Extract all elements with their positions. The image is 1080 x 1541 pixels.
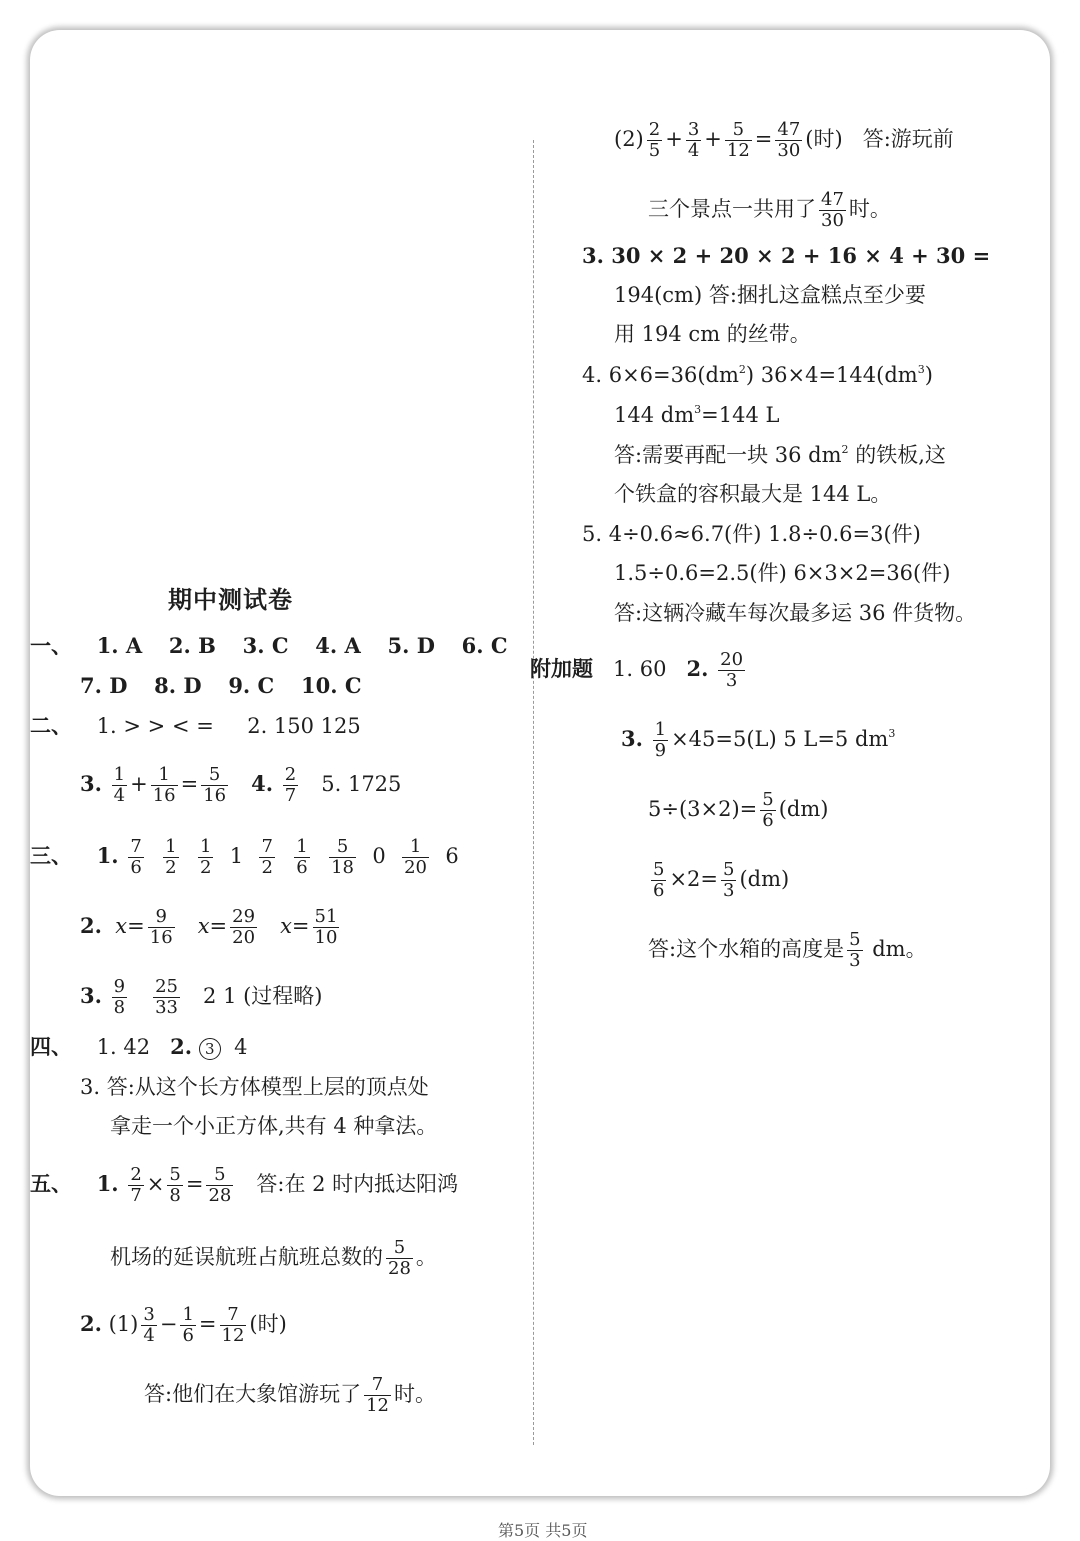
right-q4-line-3: 答:需要再配一块 36 $dm^2$ 的铁板,这 (614, 443, 946, 467)
extra-q3-line-3: $\frac{5}{6}$ ×2= $\frac{5}{3}$ (dm) (653, 859, 790, 901)
section-1-row-2: 7. D 8. D 9. C 10. C (80, 673, 362, 698)
right-q4-line-1: 4. $6\times 6=36(dm^2)$ $36\times 4=144(dm^3)$ (582, 363, 933, 387)
section-4-q3-line-2: 拿走一个小正方体,共有 4 种拿法。 (110, 1114, 438, 1138)
section-3-row-1: 三、 1. $\frac{7}{6}$ $\frac{1}{2}$ $\frac{1}{2}$ 1 $\frac{7}{2}$ $\frac{1}{6}$ $\frac{5}{18}$ 0 $\frac{1}{20}$ 6 (30, 836, 459, 878)
right-q3-line-3: 用 194 cm 的丝带。 (614, 322, 811, 346)
section-3-row-2: 2. x= $\frac{9}{16}$ x= $\frac{29}{20}$ x= $\frac{51}{10}$ (80, 906, 338, 948)
right-q5-line-2: 1.5÷0.6=2.5(件) 6×3×2=36(件) (614, 561, 951, 585)
section-5-q1-line-2: 机场的延误航班占航班总数的 $\frac{5}{28}$ 。 (110, 1237, 437, 1279)
extra-q3-line-1: 3. $\frac{1}{9}$ ×45=5(L) 5 L=5 $dm^3$ (621, 719, 896, 761)
right-q3-line-1: 3. 30 × 2 + 20 × 2 + 16 × 4 + 30 = (582, 243, 991, 268)
right-q5-line-3: 答:这辆冷藏车每次最多运 36 件货物。 (614, 601, 977, 625)
extra-row-1: 附加题 1. 60 2. $\frac{20}{3}$ (530, 649, 744, 691)
right-q5-line-1: 5. 4÷0.6≈6.7(件) 1.8÷0.6=3(件) (582, 522, 921, 546)
section-4-row-1: 四、 1. 42 2. 3 4 (30, 1034, 248, 1059)
section-2-row-2: 3. $\frac{1}{4}$ + $\frac{1}{16}$ = $\frac{5}{16}$ 4. $\frac{2}{7}$ 5. 1725 (80, 764, 402, 806)
right-q2-line-1: (2) $\frac{2}{5}$ + $\frac{3}{4}$ + $\frac{5}{12}$ = $\frac{47}{30}$ (时) 答:游玩前 (614, 119, 954, 161)
section-2-row-1: 二、 1. > > < = 2. 150 125 (30, 713, 361, 738)
extra-q3-answer: 答:这个水箱的高度是 $\frac{5}{3}$ dm。 (648, 929, 927, 971)
answer-page (30, 30, 1050, 1540)
page-footer: 第5页 共5页 (498, 1521, 588, 1540)
section-3-row-3: 3. $\frac{9}{8}$ $\frac{25}{33}$ 2 1 (过程略) (80, 976, 323, 1018)
extra-q3-line-2: 5÷(3×2)= $\frac{5}{6}$ (dm) (648, 789, 829, 831)
section-5-row-1: 五、 1. $\frac{2}{7}$ × $\frac{5}{8}$ = $\frac{5}{28}$ 答:在 2 时内抵达阳鸿 (30, 1164, 459, 1206)
section-4-q3-line-1: 3. 答:从这个长方体模型上层的顶点处 (80, 1075, 429, 1099)
right-q4-line-4: 个铁盒的容积最大是 144 L。 (614, 482, 892, 506)
right-q2-line-2: 三个景点一共用了 $\frac{47}{30}$ 时。 (648, 189, 891, 231)
column-divider (533, 140, 534, 1445)
section-5-q2-line-1: 2. (1) $\frac{3}{4}$ − $\frac{1}{6}$ = $\frac{7}{12}$ (时) (80, 1304, 287, 1346)
right-q3-line-2: 194(cm) 答:捆扎这盒糕点至少要 (614, 283, 926, 307)
page-title: 期中测试卷 (168, 585, 293, 614)
section-5-q2-answer: 答:他们在大象馆游玩了 $\frac{7}{12}$ 时。 (144, 1374, 436, 1416)
section-1-row-1: 一、 1. A 2. B 3. C 4. A 5. D 6. C (30, 633, 508, 658)
right-q4-line-2: 144 $dm^3=144$ L (614, 403, 780, 427)
